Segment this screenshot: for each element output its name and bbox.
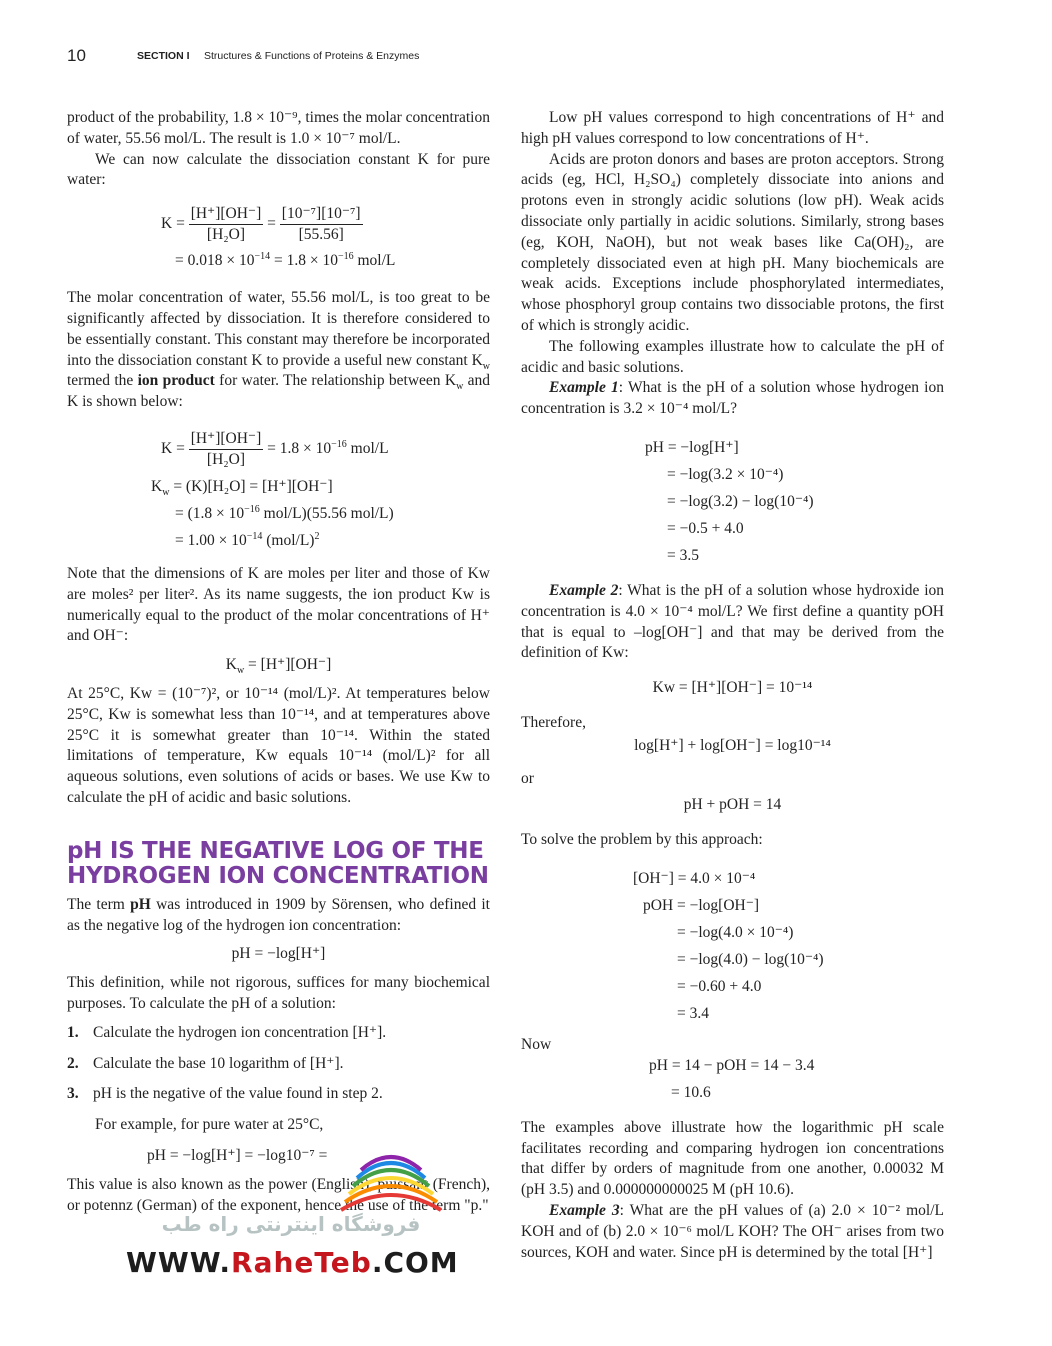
section-title: Structures & Functions of Proteins & Enzymes xyxy=(204,50,420,62)
paragraph: Acids are proton donors and bases are proton acceptors. Strong acids (eg, HCl, H₂SO₄) completely dissociate into anions and protons even in strongly acidic solutions (low pH). Weak acids dissociate only partially in acidic solutions. Similarly, strong bases (eg, KOH, NaOH), but not weak bases like Ca(OH)₂, are completely dissociated even at high pH. Many biochemicals are weak acids. Exceptions include phosphorylated intermediates, whose phosphoryl group contains two dissociable protons, the first of which is strongly acidic. xyxy=(521,150,944,334)
watermark-farsi: فروشگاه اینترنتی راه طب xyxy=(161,1212,421,1236)
page-number: 10 xyxy=(67,46,86,65)
equation-example-2-final: pH = 14 − pOH = 14 − 3.4 = 10.6 xyxy=(649,1056,815,1101)
paragraph: The molar concentration of water, 55.56 mol/L, is too great to be significantly affected by dissociation. It is therefore considered to be essentially constant. This constant may therefore be incorporated into the dissociation constant K to provide a useful new constant $K_w$ termed the ion product for water. The relationship between $K_w$ and K is shown below: xyxy=(67,289,490,411)
paragraph: This definition, while not rigorous, suffices for many biochemical purposes. To calculate the pH of a solution: xyxy=(67,974,490,1012)
list-item: 2. Calculate the base 10 logarithm of [H⁺]. xyxy=(67,1054,344,1072)
equation-k-water: K = $\frac{[H^+][OH^-]}{\text{[H₂O]}}$ = $\frac{\text{[10⁻⁷][10⁻⁷]}}{[55.56]}$ = $0.018 \times 10^{-14} = 1.8 \times 10^{-16}$ mol/L xyxy=(161,205,396,270)
equation-kw-product: Kw = [H⁺][OH⁻] = 10⁻¹⁴ xyxy=(652,679,813,697)
equation-ph-poh: pH + pOH = 14 xyxy=(683,796,782,814)
paragraph: This value is also known as the power (English), puissant (French), or potennz (German) of the exponent, hence the use of the term "p." xyxy=(67,1175,490,1214)
equation-log-sum: log[H⁺] + log[OH⁻] = log10⁻¹⁴ xyxy=(634,736,831,754)
paragraph: product of the probability, 1.8 × 10⁻⁹, times the molar concentration of water, 55.56 mol/L. The result is 1.0 × 10⁻⁷ mol/L. xyxy=(67,109,490,147)
paragraph: To solve the problem by this approach: xyxy=(521,831,763,849)
paragraph: The following examples illustrate how to calculate the pH of acidic and basic solutions. xyxy=(521,337,944,376)
equation-kw-derivation: K = $\frac{[H^+][OH^-]}{\text{[H₂O]}}$ = $1.8 \times 10^{-16}$ mol/L $K_w = (K)[H_2O] = [H^+][OH^-]$ = ($1.8 \times 10^{-16}$ mol/L)(55.56 mol/L) = $1.00 \times 10^{-14}$ $(mol/L)^2$ xyxy=(151,429,394,549)
paragraph: Now xyxy=(521,1035,552,1053)
list-item: 1. Calculate the hydrogen ion concentration [H⁺]. xyxy=(67,1023,387,1041)
section-label: SECTION I xyxy=(137,50,190,62)
page-header xyxy=(67,46,420,66)
paragraph: The term pH was introduced in 1909 by Sörensen, who defined it as the negative log of the hydrogen ion concentration: xyxy=(67,895,490,934)
watermark-url: WWW.RaheTeb.COM xyxy=(126,1246,459,1279)
paragraph: At 25°C, Kw = (10⁻⁷)², or 10⁻¹⁴ (mol/L)². At temperatures below 25°C, Kw is somewhat less than 10⁻¹⁴, and at temperatures above 25°C it is somewhat greater than 10⁻¹⁴. Within the stated limitations of temperature, Kw equals 10⁻¹⁴ (mol/L)² for all aqueous solutions, even solutions of acids or bases. We use Kw to calculate the pH of acidic and basic solutions. xyxy=(67,684,490,806)
paragraph: Example 2: What is the pH of a solution whose hydroxide ion concentration is 4.0 × 10⁻⁴ mol/L? We first define a quantity pOH that is equal to –log[OH⁻] and that may be derived from the definition of Kw: xyxy=(521,581,944,662)
paragraph: Note that the dimensions of K are moles per liter and those of Kw are moles² per liter². As its name suggests, the ion product Kw is numerically equal to the product of the molar concentrations of H⁺ and OH⁻: xyxy=(67,564,490,645)
paragraph: Example 1: What is the pH of a solution whose hydrogen ion concentration is 3.2 × 10⁻⁴ mol/L? xyxy=(521,379,944,418)
paragraph: For example, for pure water at 25°C, xyxy=(95,1116,324,1134)
paragraph: or xyxy=(521,769,534,787)
equation-pure-water: pH = −log[H⁺] = −log10⁻⁷ = xyxy=(147,1146,328,1164)
paragraph: Example 3: What are the pH values of (a) 2.0 × 10⁻² mol/L KOH and of (b) 2.0 × 10⁻⁶ mol/L KOH? The OH⁻ arises from two sources, KOH and water. Since pH is determined by the total [H⁺] xyxy=(521,1201,945,1261)
right-column xyxy=(521,108,944,1263)
list-item: 3. pH is the negative of the value found in step 2. xyxy=(67,1085,383,1103)
paragraph: The examples above illustrate how the logarithmic pH scale facilitates recording and comparing hydrogen ion concentrations that differ by orders of magnitude from one another, 0.00032 M (pH 3.5) and 0.000000000025 M (pH 10.6). xyxy=(521,1118,944,1199)
equation-example-2: [OH⁻] = 4.0 × 10⁻⁴ pOH = −log[OH⁻] = −log(4.0 × 10⁻⁴) = −log(4.0) − log(10⁻⁴) = −0.60 + 4.0 = 3.4 xyxy=(633,869,824,1022)
equation-example-1: pH = −log[H⁺] = −log(3.2 × 10⁻⁴) = −log(3.2) − log(10⁻⁴) = −0.5 + 4.0 = 3.5 xyxy=(645,438,814,564)
paragraph: Low pH values correspond to high concentrations of H⁺ and high pH values correspond to low concentrations of H⁺. xyxy=(521,109,944,147)
equation-ph-definition: pH = −log[H⁺] xyxy=(231,945,326,963)
watermark xyxy=(126,1150,459,1280)
paragraph: We can now calculate the dissociation constant K for pure water: xyxy=(67,150,490,189)
paragraph: Therefore, xyxy=(521,713,586,731)
left-column xyxy=(67,108,490,1216)
book-logo-icon xyxy=(331,1150,451,1220)
section-heading: pH IS THE NEGATIVE LOG OF THE HYDROGEN ION CONCENTRATION xyxy=(67,837,489,889)
equation-kw: $K_w = [H^+][OH^-]$ xyxy=(225,656,332,677)
